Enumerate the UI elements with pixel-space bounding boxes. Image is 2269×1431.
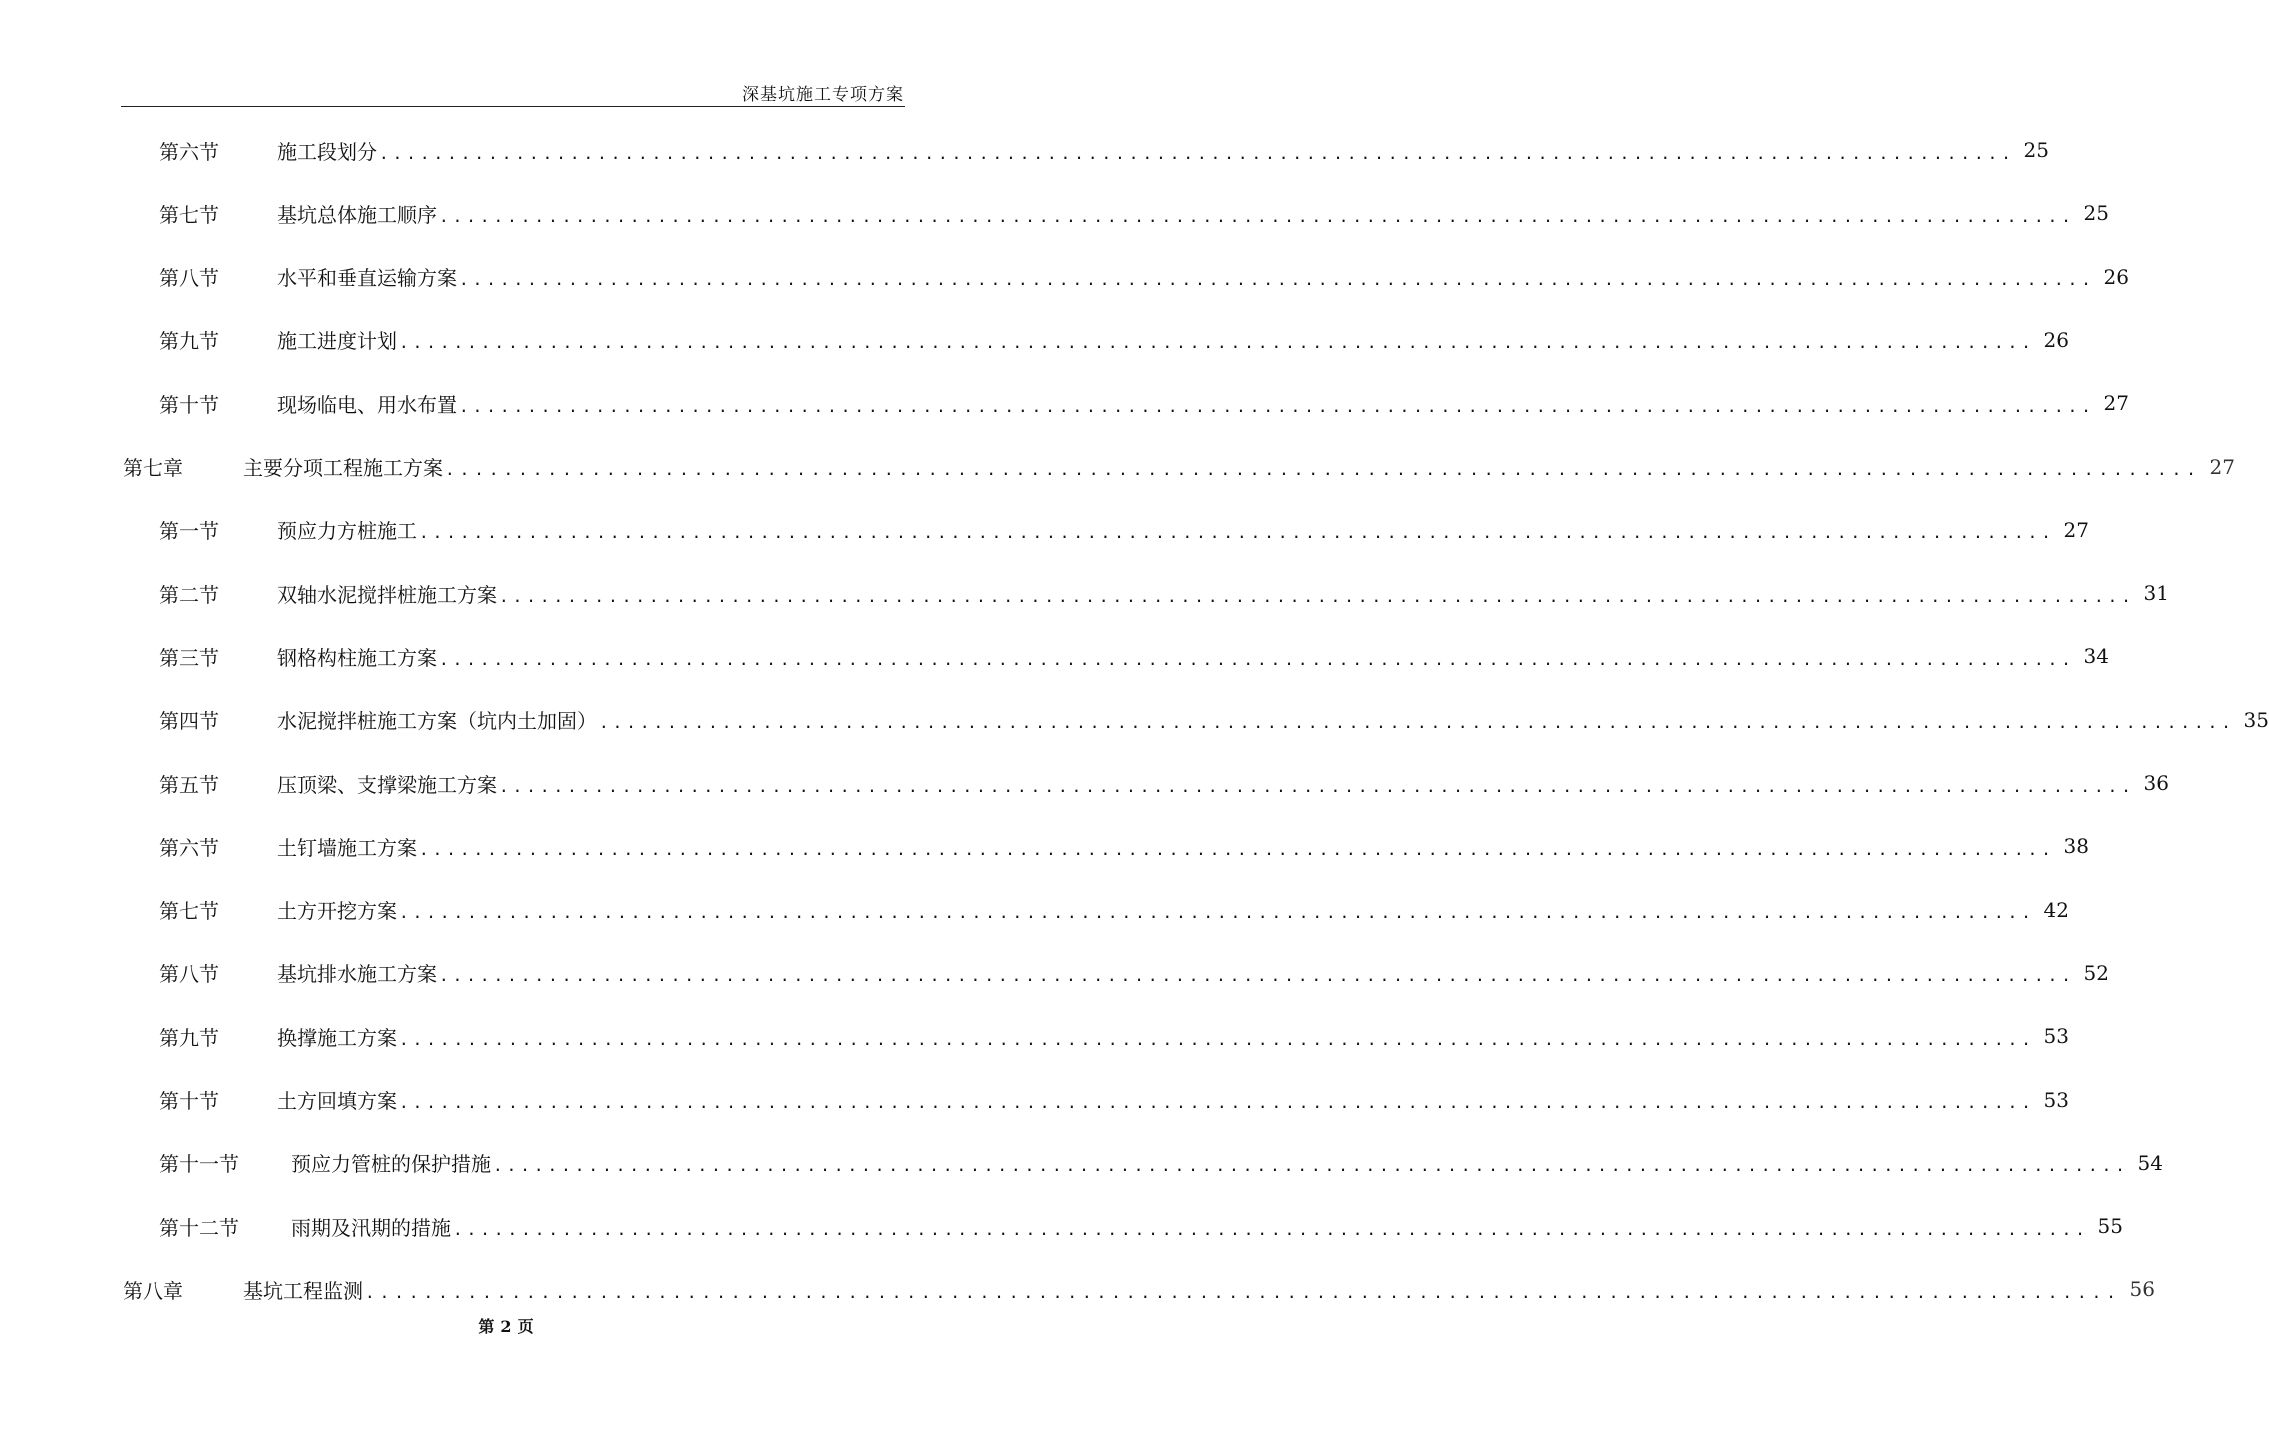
toc-entry-title: 基坑排水施工方案: [277, 962, 437, 987]
toc-section-entry: [159, 763, 2169, 803]
toc-section-entry: [159, 700, 2269, 740]
toc-entry-number: 第七节: [159, 899, 219, 924]
toc-entry-number: 第十节: [159, 392, 219, 417]
toc-entry-page: 26: [2103, 264, 2129, 289]
toc-entry-page: 25: [2023, 138, 2049, 162]
toc-entry-number: 第五节: [159, 772, 219, 797]
toc-section-entry: [159, 1143, 2163, 1183]
toc-entry-number: 第一节: [159, 519, 219, 544]
toc-entry-title: 土方回填方案: [277, 1089, 397, 1113]
toc-section-entry: [159, 1206, 2123, 1246]
toc-entry-title: 预应力方桩施工: [277, 519, 417, 544]
toc-entry-number: 第九节: [159, 1025, 219, 1050]
toc-entry-title: 土方开挖方案: [277, 899, 397, 924]
toc-section-entry: [159, 636, 2109, 676]
toc-entry-page: 36: [2143, 771, 2169, 795]
toc-entry-number: 第八节: [159, 266, 219, 291]
toc-entry-page: 27: [2063, 517, 2089, 542]
footer-page-number: 2: [500, 1317, 512, 1336]
toc-entry-page: 53: [2043, 1087, 2069, 1112]
toc-entry-number: 第七节: [159, 202, 219, 227]
dot-leader: ........................................................................................................................: [399, 333, 2035, 353]
toc-entry-title: 施工进度计划: [277, 329, 397, 354]
dot-leader: ........................................................................................................................: [399, 1029, 2035, 1049]
toc-section-entry: [159, 953, 2109, 993]
toc-entry-number: 第八节: [159, 962, 219, 987]
toc-section-entry: [159, 320, 2069, 360]
toc-entry-page: 56: [2129, 1277, 2155, 1302]
dot-leader: ........................................................................................................................: [453, 1219, 2089, 1239]
toc-chapter-entry: [123, 1269, 2155, 1309]
toc-entry-title: 钢格构柱施工方案: [277, 645, 437, 670]
toc-entry-number: 第七章: [123, 456, 183, 480]
dot-leader: ........................................................................................................................: [459, 270, 2095, 290]
dot-leader: ........................................................................................................................: [493, 1156, 2129, 1176]
toc-section-entry: [159, 510, 2089, 550]
toc-entry-number: 第三节: [159, 645, 219, 670]
dot-leader: ........................................................................................................................: [419, 523, 2055, 543]
toc-entry-title: 雨期及汛期的措施: [291, 1215, 451, 1240]
dot-leader: ........................................................................................................................: [459, 396, 2095, 416]
toc-section-entry: [159, 130, 2049, 170]
header-divider: [121, 106, 905, 107]
dot-leader: ........................................................................................................................: [445, 460, 2201, 479]
page-footer: [0, 1314, 1012, 1337]
toc-entry-page: 55: [2097, 1214, 2123, 1239]
toc-section-entry: [159, 383, 2129, 423]
toc-section-entry: [159, 257, 2129, 297]
toc-entry-title: 水平和垂直运输方案: [277, 266, 457, 291]
toc-entry-number: 第二节: [159, 582, 219, 607]
toc-entry-number: 第九节: [159, 329, 219, 354]
toc-entry-page: 53: [2043, 1024, 2069, 1049]
toc-chapter-entry: [123, 447, 2235, 487]
toc-entry-title: 现场临电、用水布置: [277, 392, 457, 417]
toc-entry-number: 第八章: [123, 1278, 183, 1303]
toc-section-entry: [159, 573, 2169, 613]
toc-entry-page: 25: [2083, 201, 2109, 226]
dot-leader: ........................................................................................................................: [439, 206, 2075, 226]
header-title: 深基坑施工专项方案: [742, 85, 904, 105]
toc-entry-title: 土钉墙施工方案: [277, 835, 417, 860]
toc-entry-number: 第十一节: [159, 1152, 239, 1177]
footer-suffix: 页: [517, 1317, 534, 1336]
toc-section-entry: [159, 1080, 2069, 1120]
dot-leader: ........................................................................................................................: [399, 1093, 2035, 1112]
toc-entry-number: 第十节: [159, 1089, 219, 1113]
toc-entry-page: 42: [2043, 897, 2069, 922]
footer-prefix: 第: [478, 1317, 495, 1336]
toc-entry-page: 27: [2103, 391, 2129, 416]
toc-entry-title: 基坑总体施工顺序: [277, 202, 437, 227]
dot-leader: ........................................................................................................................: [499, 776, 2135, 796]
toc-entry-page: 34: [2083, 644, 2109, 669]
toc-entry-page: 38: [2063, 834, 2089, 859]
dot-leader: ........................................................................................................................: [365, 1282, 2121, 1302]
toc-entry-page: 52: [2083, 960, 2109, 985]
dot-leader: ........................................................................................................................: [499, 586, 2135, 606]
toc-section-entry: [159, 193, 2109, 233]
dot-leader: ........................................................................................................................: [599, 713, 2235, 733]
toc-entry-page: 35: [2243, 707, 2269, 732]
toc-section-entry: [159, 1016, 2069, 1056]
toc-entry-title: 换撑施工方案: [277, 1025, 397, 1050]
toc-entry-page: 31: [2143, 581, 2169, 606]
toc-entry-title: 施工段划分: [277, 139, 377, 164]
toc-entry-page: 26: [2043, 327, 2069, 352]
toc-entry-title: 双轴水泥搅拌桩施工方案: [277, 582, 497, 607]
toc-entry-title: 水泥搅拌桩施工方案（坑内土加固）: [277, 709, 597, 734]
dot-leader: ........................................................................................................................: [399, 903, 2035, 923]
toc-entry-number: 第四节: [159, 709, 219, 734]
dot-leader: ........................................................................................................................: [419, 839, 2055, 859]
toc-entry-number: 第六节: [159, 139, 219, 164]
toc-entry-title: 预应力管桩的保护措施: [291, 1152, 491, 1177]
toc-entry-page: 27: [2209, 454, 2235, 479]
toc-entry-page: 54: [2137, 1150, 2163, 1175]
dot-leader: ........................................................................................................................: [439, 649, 2075, 669]
toc-entry-title: 主要分项工程施工方案: [243, 456, 443, 480]
toc-section-entry: [159, 890, 2069, 930]
dot-leader: ........................................................................................................................: [439, 966, 2075, 986]
toc-entry-number: 第六节: [159, 835, 219, 860]
dot-leader: ........................................................................................................................: [379, 143, 2015, 163]
toc-section-entry: [159, 826, 2089, 866]
toc-entry-title: 基坑工程监测: [243, 1278, 363, 1303]
toc-entry-title: 压顶梁、支撑梁施工方案: [277, 772, 497, 797]
toc-entry-number: 第十二节: [159, 1215, 239, 1240]
